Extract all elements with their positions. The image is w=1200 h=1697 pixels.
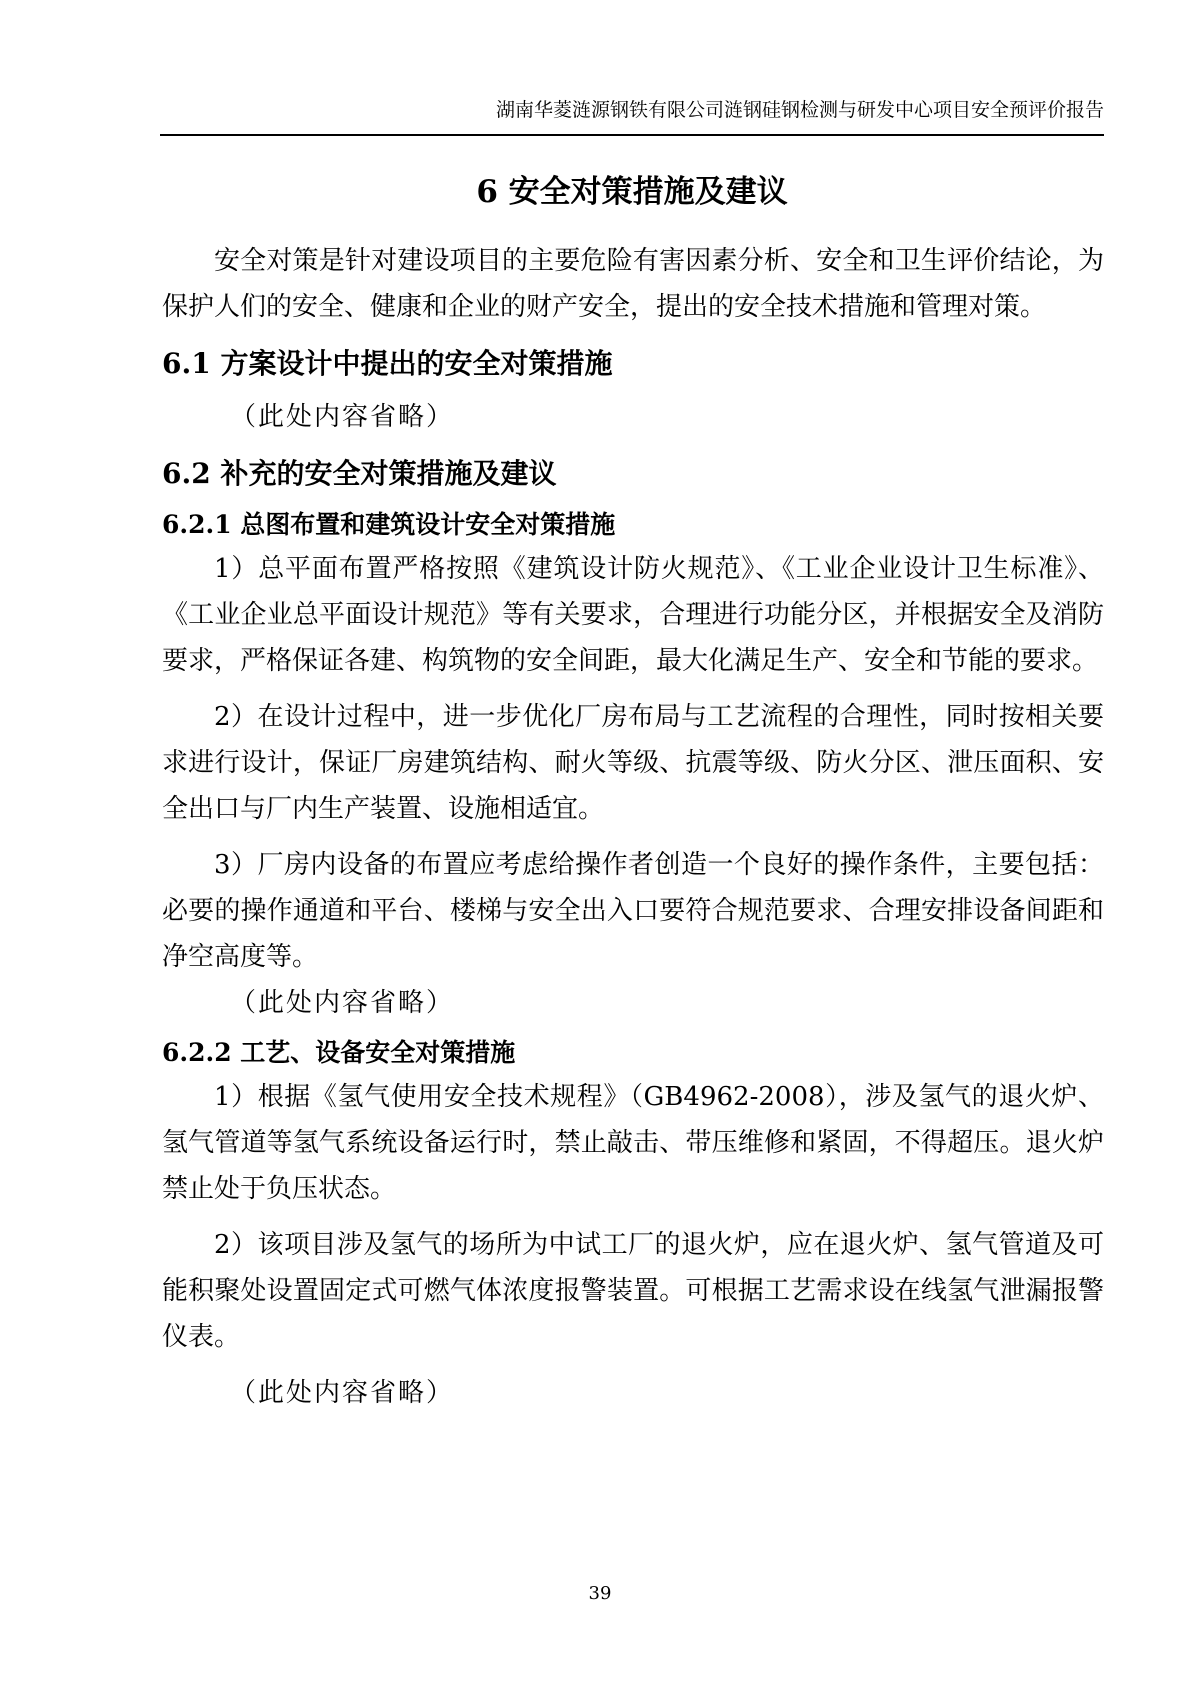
section-6-2-1-heading: 6.2.1 总图布置和建筑设计安全对策措施 xyxy=(162,510,616,539)
intro-paragraph: 安全对策是针对建设项目的主要危险有害因素分析、安全和卫生评价结论，为保护人们的安全、健康和企业的财产安全，提出的安全技术措施和管理对策。 xyxy=(162,246,1104,322)
list-item: 2）在设计过程中，进一步优化厂房布局与工艺流程的合理性，同时按相关要求进行设计，保证厂房建筑结构、耐火等级、抗震等级、防火分区、泄压面积、安全出口与厂内生产装置、设施相适宜。 xyxy=(162,702,1104,824)
list-item: 3）厂房内设备的布置应考虑给操作者创造一个良好的操作条件，主要包括：必要的操作通道和平台、楼梯与安全出入口要符合规范要求、合理安排设备间距和净空高度等。 xyxy=(162,850,1104,972)
list-item: 1）总平面布置严格按照《建筑设计防火规范》、《工业企业设计卫生标准》、《工业企业总平面设计规范》等有关要求，合理进行功能分区，并根据安全及消防要求，严格保证各建、构筑物的安全间距，最大化满足生产、安全和节能的要求。 xyxy=(162,554,1104,676)
omitted-note: （此处内容省略） xyxy=(230,1378,455,1408)
section-6-2-2-heading: 6.2.2 工艺、设备安全对策措施 xyxy=(162,1038,516,1067)
page-body xyxy=(162,238,1104,1416)
omitted-note: （此处内容省略） xyxy=(230,988,455,1018)
section-6-1-heading: 6.1 方案设计中提出的安全对策措施 xyxy=(162,347,613,380)
page-number: 39 xyxy=(588,1583,612,1604)
header-rule xyxy=(160,134,1104,136)
list-item: 1）根据《氢气使用安全技术规程》（GB4962-2008），涉及氢气的退火炉、氢气管道等氢气系统设备运行时，禁止敲击、带压维修和紧固，不得超压。退火炉禁止处于负压状态。 xyxy=(162,1082,1104,1204)
chapter-title: 6 安全对策措施及建议 xyxy=(476,174,788,210)
list-item: 2）该项目涉及氢气的场所为中试工厂的退火炉，应在退火炉、氢气管道及可能积聚处设置固定式可燃气体浓度报警装置。可根据工艺需求设在线氢气泄漏报警仪表。 xyxy=(162,1230,1104,1352)
section-6-2-heading: 6.2 补充的安全对策措施及建议 xyxy=(162,457,557,490)
running-header: 湖南华菱涟源钢铁有限公司涟钢硅钢检测与研发中心项目安全预评价报告 xyxy=(495,99,1104,121)
omitted-note: （此处内容省略） xyxy=(230,402,455,432)
